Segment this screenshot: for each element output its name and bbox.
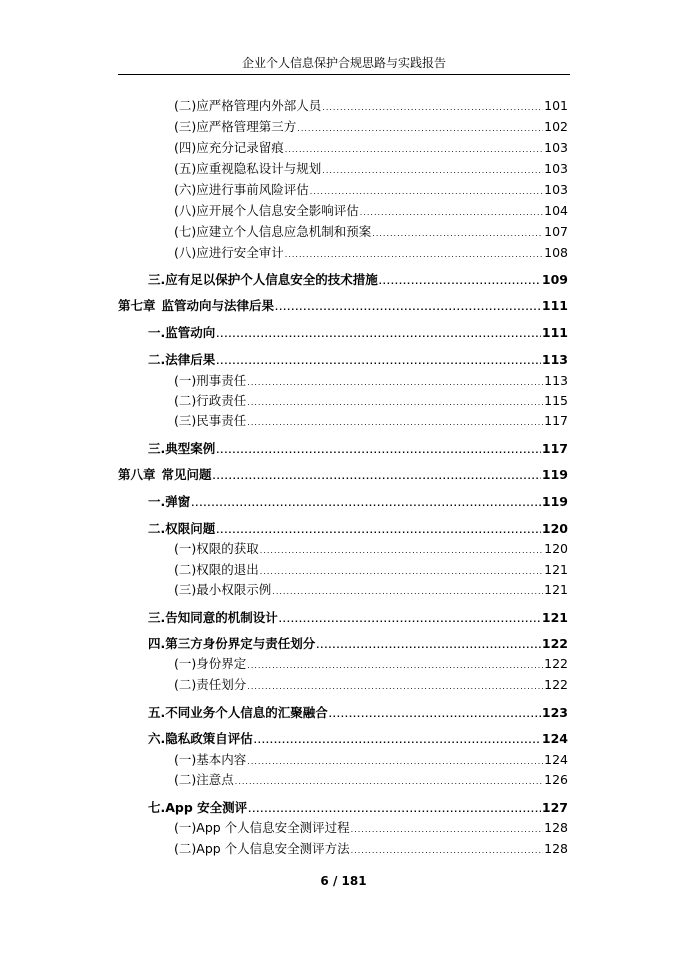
toc-page-number: 103 [544,182,568,197]
toc-title: 行政责任 [196,393,247,408]
toc-number: (一) [174,752,197,767]
toc-title: 第三方身份界定与责任划分 [165,636,316,651]
toc-title: 应进行事前风险评估 [196,182,309,197]
toc-leader-dots [247,679,543,695]
toc-title: 隐私政策自评估 [165,731,253,746]
toc-leader-dots [247,395,543,411]
toc-section[interactable] [148,325,568,343]
toc-page-number: 108 [544,245,568,260]
toc-page-number: 124 [544,752,568,767]
toc-subsection[interactable] [174,677,568,695]
toc-title: App 个人信息安全测评方法 [196,841,350,856]
toc-title: 应进行安全审计 [196,245,284,260]
toc-title: 监管动向 [165,325,216,340]
toc-page-number: 117 [544,413,568,428]
toc-subsection[interactable] [174,562,568,580]
toc-title: App 个人信息安全测评过程 [196,820,350,835]
toc-leader-dots [285,247,543,263]
toc-title: 权限问题 [165,521,216,536]
toc-number: (八) [174,245,197,260]
toc-page-number: 122 [541,636,568,651]
toc-chapter[interactable] [118,298,568,316]
toc-page-number: 123 [541,705,568,720]
toc-title: 基本内容 [196,752,247,767]
toc-number: (二) [174,562,197,577]
toc-leader-dots [216,443,541,459]
toc-title: 应充分记录留痕 [196,140,284,155]
toc-number: 四. [148,636,166,651]
toc-page-number: 119 [541,467,568,482]
toc-number: 三. [148,272,166,287]
toc-number: (二) [174,841,197,856]
toc-page-number: 101 [544,98,568,113]
toc-page-number: 120 [544,541,568,556]
toc-title: 应严格管理第三方 [196,119,297,134]
toc-leader-dots [191,496,541,512]
toc-number: (三) [174,582,197,597]
toc-number: (四) [174,140,197,155]
toc-leader-dots [279,612,541,628]
toc-page-number: 107 [544,224,568,239]
toc-leader-dots [272,584,543,600]
toc-title: 应建立个人信息应急机制和预案 [196,224,372,239]
toc-page-number: 127 [541,800,568,815]
toc-section[interactable] [148,494,568,512]
toc-number: 二. [148,521,166,536]
toc-number: 一. [148,325,166,340]
toc-leader-dots [329,707,541,723]
toc-page-number: 109 [541,272,568,287]
toc-page-number: 103 [544,140,568,155]
toc-leader-dots [247,754,543,770]
toc-subsection[interactable] [174,841,568,859]
toc-number: 五. [148,705,166,720]
toc-page-number: 121 [544,562,568,577]
toc-subsection[interactable] [174,224,568,242]
toc-page-number: 126 [544,772,568,787]
toc-title: 刑事责任 [196,373,247,388]
toc-leader-dots [216,523,541,539]
toc-page-number: 113 [541,352,568,367]
toc-title: 不同业务个人信息的汇聚融合 [165,705,328,720]
toc-page-number: 120 [541,521,568,536]
toc-leader-dots [235,774,543,790]
toc-title: 弹窗 [165,494,191,509]
toc-number: 二. [148,352,166,367]
toc-number: 第八章 [118,467,156,482]
toc-number: (七) [174,224,197,239]
toc-leader-dots [254,733,541,749]
toc-page-number: 111 [541,325,568,340]
toc-title: 应有足以保护个人信息安全的技术措施 [165,272,378,287]
toc-section[interactable] [148,272,568,290]
toc-number: 一. [148,494,166,509]
toc-page-number: 122 [544,656,568,671]
toc-section[interactable] [148,352,568,370]
toc-leader-dots [379,274,541,290]
toc-leader-dots [260,564,543,580]
toc-leader-dots [316,638,541,654]
toc-leader-dots [322,100,543,116]
toc-title: 告知同意的机制设计 [165,610,278,625]
toc-leader-dots [275,300,541,316]
toc-page-number: 111 [541,298,568,313]
toc-page-number: 121 [541,610,568,625]
toc-subsection[interactable] [174,582,568,600]
toc-title: App 安全测评 [165,800,248,815]
toc-title: 民事责任 [196,413,247,428]
toc-number: (二) [174,98,197,113]
toc-chapter[interactable] [118,467,568,485]
toc-leader-dots [297,121,543,137]
toc-subsection[interactable] [174,656,568,674]
toc-leader-dots [310,184,543,200]
toc-subsection[interactable] [174,772,568,790]
toc-title: 应严格管理内外部人员 [196,98,322,113]
toc-subsection[interactable] [174,119,568,137]
toc-number: (三) [174,119,197,134]
running-header: 企业个人信息保护合规思路与实践报告 [241,56,446,70]
toc-title: 权限的退出 [196,562,259,577]
toc-page-number: 115 [544,393,568,408]
toc-page-number: 128 [544,841,568,856]
toc-subsection[interactable] [174,820,568,838]
toc-title: 最小权限示例 [196,582,272,597]
toc-number: 六. [148,731,166,746]
toc-leader-dots [247,658,543,674]
toc-number: (二) [174,677,197,692]
toc-page-number: 122 [544,677,568,692]
toc-section[interactable] [148,521,568,539]
toc-number: (一) [174,656,197,671]
toc-page-number: 124 [541,731,568,746]
toc-leader-dots [248,802,541,818]
toc-number: (二) [174,772,197,787]
toc-number: 三. [148,610,166,625]
toc-title: 责任划分 [196,677,247,692]
toc-leader-dots [351,843,543,859]
header-divider [118,74,570,75]
toc-number: 第七章 [118,298,156,313]
toc-section[interactable] [148,441,568,459]
toc-title: 权限的获取 [196,541,259,556]
toc-page-number: 119 [541,494,568,509]
toc-number: (三) [174,413,197,428]
toc-number: 三. [148,441,166,456]
toc-subsection[interactable] [174,98,568,116]
toc-subsection[interactable] [174,541,568,559]
toc-title: 应重视隐私设计与规划 [196,161,322,176]
toc-number: (五) [174,161,197,176]
toc-subsection[interactable] [174,413,568,431]
toc-page-number: 117 [541,441,568,456]
toc-title: 注意点 [196,772,234,787]
toc-number: (六) [174,182,197,197]
toc-leader-dots [285,142,543,158]
toc-number: (八) [174,203,197,218]
toc-number: (二) [174,393,197,408]
toc-number: 七. [148,800,166,815]
toc-leader-dots [247,415,543,431]
page-number: 6 / 181 [320,874,367,888]
toc-title: 法律后果 [165,352,216,367]
toc-page-number: 104 [544,203,568,218]
toc-section[interactable] [148,705,568,723]
toc-section[interactable] [148,800,568,818]
toc-subsection[interactable] [174,373,568,391]
toc-title: 应开展个人信息安全影响评估 [196,203,359,218]
toc-page-number: 102 [544,119,568,134]
toc-title: 监管动向与法律后果 [161,298,275,313]
toc-page-number: 128 [544,820,568,835]
toc-number: (一) [174,820,197,835]
toc-page-number: 121 [544,582,568,597]
toc-subsection[interactable] [174,140,568,158]
toc-leader-dots [247,375,543,391]
toc-leader-dots [322,163,543,179]
toc-title: 典型案例 [165,441,216,456]
toc-subsection[interactable] [174,393,568,411]
toc-subsection[interactable] [174,161,568,179]
toc-subsection[interactable] [174,182,568,200]
toc-section[interactable] [148,636,568,654]
toc-subsection[interactable] [174,245,568,263]
toc-leader-dots [260,543,543,559]
toc-leader-dots [360,205,543,221]
toc-page-number: 113 [544,373,568,388]
toc-number: (一) [174,541,197,556]
toc-section[interactable] [148,731,568,749]
toc-leader-dots [351,822,543,838]
toc-leader-dots [216,354,541,370]
toc-number: (一) [174,373,197,388]
toc-leader-dots [372,226,543,242]
toc-leader-dots [213,469,541,485]
toc-subsection[interactable] [174,752,568,770]
toc-page-number: 103 [544,161,568,176]
toc-leader-dots [216,327,541,343]
toc-section[interactable] [148,610,568,628]
toc-title: 身份界定 [196,656,247,671]
toc-subsection[interactable] [174,203,568,221]
toc-title: 常见问题 [161,467,212,482]
